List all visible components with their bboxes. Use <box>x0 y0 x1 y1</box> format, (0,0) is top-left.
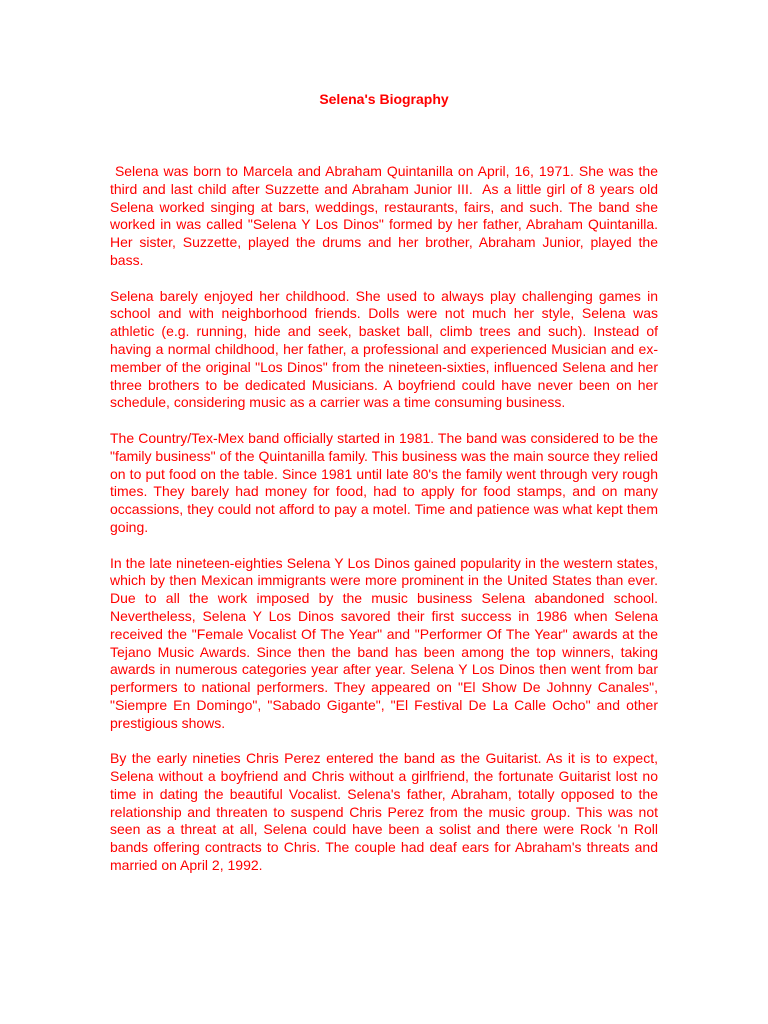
document-title: Selena's Biography <box>319 91 449 107</box>
paragraph-chris-perez: By the early nineties Chris Perez entered the band as the Guitarist. As it is to expect, Selena without a boyfriend and Chris without a girlfriend, the fortunate Guitarist lost no time in dating the beautiful Vocalist. Selena's father, Abraham, totally opposed to the relationship and threaten to suspend Chris Perez from the music group. This was not seen as a threat at all, Selena could have been a solist and there were Rock 'n Roll bands offering contracts to Chris. The couple had deaf ears for Abraham's threats and married on April 2, 1992. <box>110 750 658 874</box>
paragraph-band-start: The Country/Tex-Mex band officially started in 1981. The band was considered to be the "family business" of the Quintanilla family. This business was the main source they relied on to put food on the table. Since 1981 until late 80's the family went through very rough times. They barely had money for food, had to apply for food stamps, and on many occassions, they could not afford to pay a motel. Time and patience was what kept them going. <box>110 429 658 535</box>
paragraph-birth: Selena was born to Marcela and Abraham Quintanilla on April, 16, 1971. She was the third and last child after Suzzette and Abraham Junior III. As a little girl of 8 years old Selena worked singing at bars, weddings, restaurants, fairs, and such. The band she worked in was called "Selena Y Los Dinos" formed by her father, Abraham Quintanilla. Her sister, Suzzette, played the drums and her brother, Abraham Junior, played the bass. <box>110 163 662 268</box>
document-body <box>110 163 662 893</box>
paragraph-popularity: In the late nineteen-eighties Selena Y Los Dinos gained popularity in the western states, which by then Mexican immigrants were more prominent in the United States than ever. Due to all the work imposed by the music business Selena abandoned school. Nevertheless, Selena Y Los Dinos savored their first success in 1986 when Selena received the "Female Vocalist Of The Year" and "Performer Of The Year" awards at the Tejano Music Awards. Since then the band has been among the top winners, taking awards in numerous categories year after year. Selena Y Los Dinos then went from bar performers to national performers. They appeared on "El Show De Johnny Canales", "Siempre En Domingo", "Sabado Gigante", "El Festival De La Calle Ocho" and other prestigious shows. <box>110 554 658 731</box>
paragraph-childhood: Selena barely enjoyed her childhood. She used to always play challenging games in school and with neighborhood friends. Dolls were not much her style, Selena was athletic (e.g. running, hide and seek, basket ball, climb trees and such). Instead of having a normal childhood, her father, a professional and experienced Musician and ex-member of the original "Los Dinos" from the nineteen-sixties, influenced Selena and her three brothers to be dedicated Musicians. A boyfriend could have never been on her schedule, considering music as a carrier was a time consuming business. <box>110 287 658 411</box>
